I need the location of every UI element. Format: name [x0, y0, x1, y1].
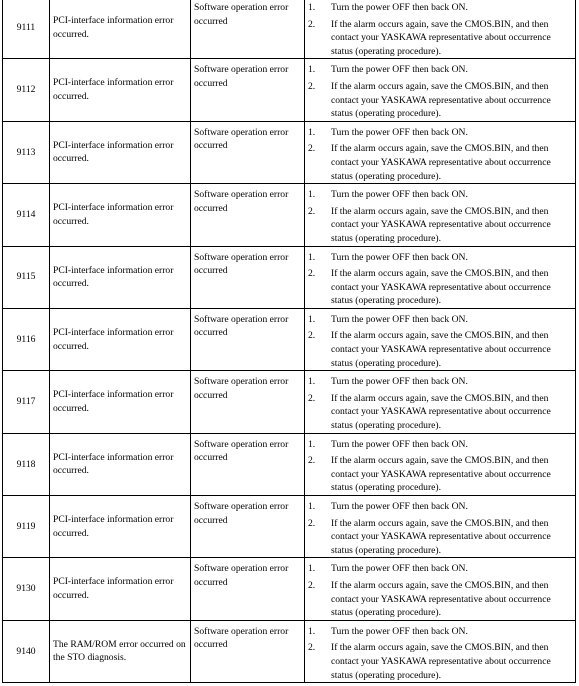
remedy-step-text: Turn the power OFF then back ON.: [331, 64, 468, 76]
remedy-step-text: If the alarm occurs again, save the CMOS.BIN, and then contact your YASKAWA representative about occurrence status (operating procedure).: [331, 80, 551, 120]
remedy-step-text: If the alarm occurs again, save the CMOS.BIN, and then contact your YASKAWA representative about occurrence status (operating procedure).: [331, 455, 551, 494]
remedy-step-number: 1.: [308, 625, 316, 637]
alarm-code-cell: 9117: [3, 371, 50, 433]
remedy-step-number: 2.: [308, 18, 316, 30]
table-row: [3, 246, 576, 308]
alarm-remedy-cell: [305, 121, 576, 183]
alarm-code-cell: 9111: [3, 0, 50, 59]
remedy-step-number: 1.: [308, 376, 316, 388]
alarm-table-body: [3, 0, 576, 683]
remedy-step: [305, 1, 571, 15]
remedy-step-text: If the alarm occurs again, save the CMOS.BIN, and then contact your YASKAWA representative about occurrence status (operating procedure).: [331, 392, 551, 432]
alarm-remedy-cell: [305, 371, 576, 433]
remedy-step: [305, 80, 571, 121]
remedy-step-number: 1.: [308, 126, 316, 138]
alarm-code-cell: 9140: [3, 620, 50, 682]
remedy-step-number: 1.: [308, 189, 316, 201]
remedy-step-number: 2.: [308, 80, 316, 92]
alarm-code-cell: 9119: [3, 496, 50, 558]
remedy-step: [305, 517, 571, 558]
alarm-code-cell: 9113: [3, 121, 50, 183]
remedy-step-text: If the alarm occurs again, save the CMOS.BIN, and then contact your YASKAWA representative about occurrence status (operating procedure).: [331, 18, 551, 57]
table-row: [3, 184, 576, 246]
remedy-step-text: If the alarm occurs again, save the CMOS.BIN, and then contact your YASKAWA representative about occurrence status (operating procedure).: [331, 642, 551, 681]
remedy-step: [305, 392, 571, 433]
alarm-name-cell: PCI-interface information error occurred.: [50, 496, 191, 558]
alarm-cause-cell: Software operation error occurred: [191, 371, 305, 433]
alarm-remedy-cell: [305, 558, 576, 620]
remedy-step-text: If the alarm occurs again, save the CMOS.BIN, and then contact your YASKAWA representative about occurrence status (operating procedure).: [331, 517, 551, 556]
remedy-step-number: 2.: [308, 455, 316, 467]
alarm-code-cell: 9112: [3, 59, 50, 121]
remedy-step: [305, 625, 571, 639]
alarm-table: [2, 0, 576, 683]
remedy-step-number: 2.: [308, 517, 316, 529]
remedy-step-number: 2.: [308, 642, 316, 654]
alarm-cause-cell: Software operation error occurred: [191, 620, 305, 682]
remedy-step: [305, 313, 571, 327]
remedy-step: [305, 126, 571, 140]
table-row: [3, 0, 576, 59]
alarm-cause-cell: Software operation error occurred: [191, 246, 305, 308]
alarm-cause-cell: Software operation error occurred: [191, 433, 305, 495]
remedy-step: [305, 188, 571, 202]
remedy-step-number: 1.: [308, 2, 316, 13]
remedy-step-text: Turn the power OFF then back ON.: [331, 625, 468, 637]
remedy-step-number: 2.: [308, 143, 316, 155]
remedy-step-text: Turn the power OFF then back ON.: [331, 438, 468, 450]
remedy-step-number: 1.: [308, 251, 316, 263]
alarm-name-cell: PCI-interface information error occurred.: [50, 433, 191, 495]
remedy-step-text: Turn the power OFF then back ON.: [331, 126, 468, 138]
remedy-step-number: 2.: [308, 268, 316, 280]
table-row: [3, 620, 576, 682]
alarm-remedy-cell: [305, 0, 576, 59]
alarm-cause-cell: Software operation error occurred: [191, 0, 305, 59]
remedy-step-number: 2.: [308, 205, 316, 217]
alarm-remedy-cell: [305, 308, 576, 370]
remedy-step-text: If the alarm occurs again, save the CMOS.BIN, and then contact your YASKAWA representative about occurrence status (operating procedure).: [331, 205, 551, 244]
alarm-cause-cell: Software operation error occurred: [191, 59, 305, 121]
remedy-step: [305, 500, 571, 514]
remedy-step-number: 1.: [308, 313, 316, 325]
remedy-step-number: 2.: [308, 392, 316, 404]
alarm-cause-cell: Software operation error occurred: [191, 308, 305, 370]
alarm-remedy-cell: [305, 184, 576, 246]
remedy-step: [305, 375, 571, 389]
remedy-step-text: Turn the power OFF then back ON.: [331, 501, 468, 512]
remedy-step-text: Turn the power OFF then back ON.: [331, 313, 468, 325]
alarm-cause-cell: Software operation error occurred: [191, 558, 305, 620]
remedy-step-text: Turn the power OFF then back ON.: [331, 189, 468, 201]
remedy-step-text: If the alarm occurs again, save the CMOS.BIN, and then contact your YASKAWA representative about occurrence status (operating procedure).: [331, 268, 551, 307]
alarm-remedy-cell: [305, 246, 576, 308]
alarm-code-cell: 9114: [3, 184, 50, 246]
remedy-step-number: 1.: [308, 563, 316, 575]
remedy-step: [305, 562, 571, 576]
alarm-remedy-cell: [305, 620, 576, 682]
remedy-step-number: 2.: [308, 330, 316, 342]
alarm-cause-cell: Software operation error occurred: [191, 121, 305, 183]
remedy-step: [305, 329, 571, 370]
remedy-step: [305, 579, 571, 620]
table-row: [3, 371, 576, 433]
alarm-code-cell: 9115: [3, 246, 50, 308]
remedy-step: [305, 18, 571, 59]
remedy-step: [305, 205, 571, 246]
alarm-code-cell: 9118: [3, 433, 50, 495]
remedy-step: [305, 63, 571, 77]
table-row: [3, 59, 576, 121]
table-row: [3, 558, 576, 620]
remedy-step-text: If the alarm occurs again, save the CMOS.BIN, and then contact your YASKAWA representative about occurrence status (operating procedure).: [331, 579, 551, 619]
remedy-step-text: Turn the power OFF then back ON.: [331, 376, 468, 388]
alarm-name-cell: PCI-interface information error occurred.: [50, 184, 191, 246]
remedy-step-text: If the alarm occurs again, save the CMOS.BIN, and then contact your YASKAWA representative about occurrence status (operating procedure).: [331, 143, 551, 182]
remedy-step-text: If the alarm occurs again, save the CMOS.BIN, and then contact your YASKAWA representative about occurrence status (operating procedure).: [331, 330, 551, 369]
remedy-step: [305, 142, 571, 183]
alarm-name-cell: PCI-interface information error occurred.: [50, 121, 191, 183]
table-row: [3, 121, 576, 183]
remedy-step-number: 1.: [308, 501, 316, 512]
alarm-cause-cell: Software operation error occurred: [191, 496, 305, 558]
remedy-step-text: Turn the power OFF then back ON.: [331, 563, 468, 575]
alarm-name-cell: PCI-interface information error occurred.: [50, 59, 191, 121]
alarm-name-cell: The RAM/ROM error occurred on the STO diagnosis.: [50, 620, 191, 682]
remedy-step: [305, 641, 571, 682]
remedy-step-text: Turn the power OFF then back ON.: [331, 2, 468, 13]
alarm-name-cell: PCI-interface information error occurred.: [50, 0, 191, 59]
remedy-step: [305, 267, 571, 308]
remedy-step-number: 1.: [308, 438, 316, 450]
alarm-code-cell: 9130: [3, 558, 50, 620]
alarm-remedy-cell: [305, 59, 576, 121]
remedy-step-number: 1.: [308, 64, 316, 76]
alarm-remedy-cell: [305, 433, 576, 495]
remedy-step-number: 2.: [308, 579, 316, 591]
table-row: [3, 496, 576, 558]
table-row: [3, 308, 576, 370]
remedy-step-text: Turn the power OFF then back ON.: [331, 251, 468, 263]
alarm-cause-cell: Software operation error occurred: [191, 184, 305, 246]
table-row: [3, 433, 576, 495]
remedy-step: [305, 251, 571, 265]
alarm-name-cell: PCI-interface information error occurred.: [50, 246, 191, 308]
alarm-name-cell: PCI-interface information error occurred.: [50, 371, 191, 433]
alarm-name-cell: PCI-interface information error occurred.: [50, 558, 191, 620]
alarm-name-cell: PCI-interface information error occurred.: [50, 308, 191, 370]
remedy-step: [305, 454, 571, 495]
alarm-remedy-cell: [305, 496, 576, 558]
remedy-step: [305, 438, 571, 452]
alarm-code-cell: 9116: [3, 308, 50, 370]
